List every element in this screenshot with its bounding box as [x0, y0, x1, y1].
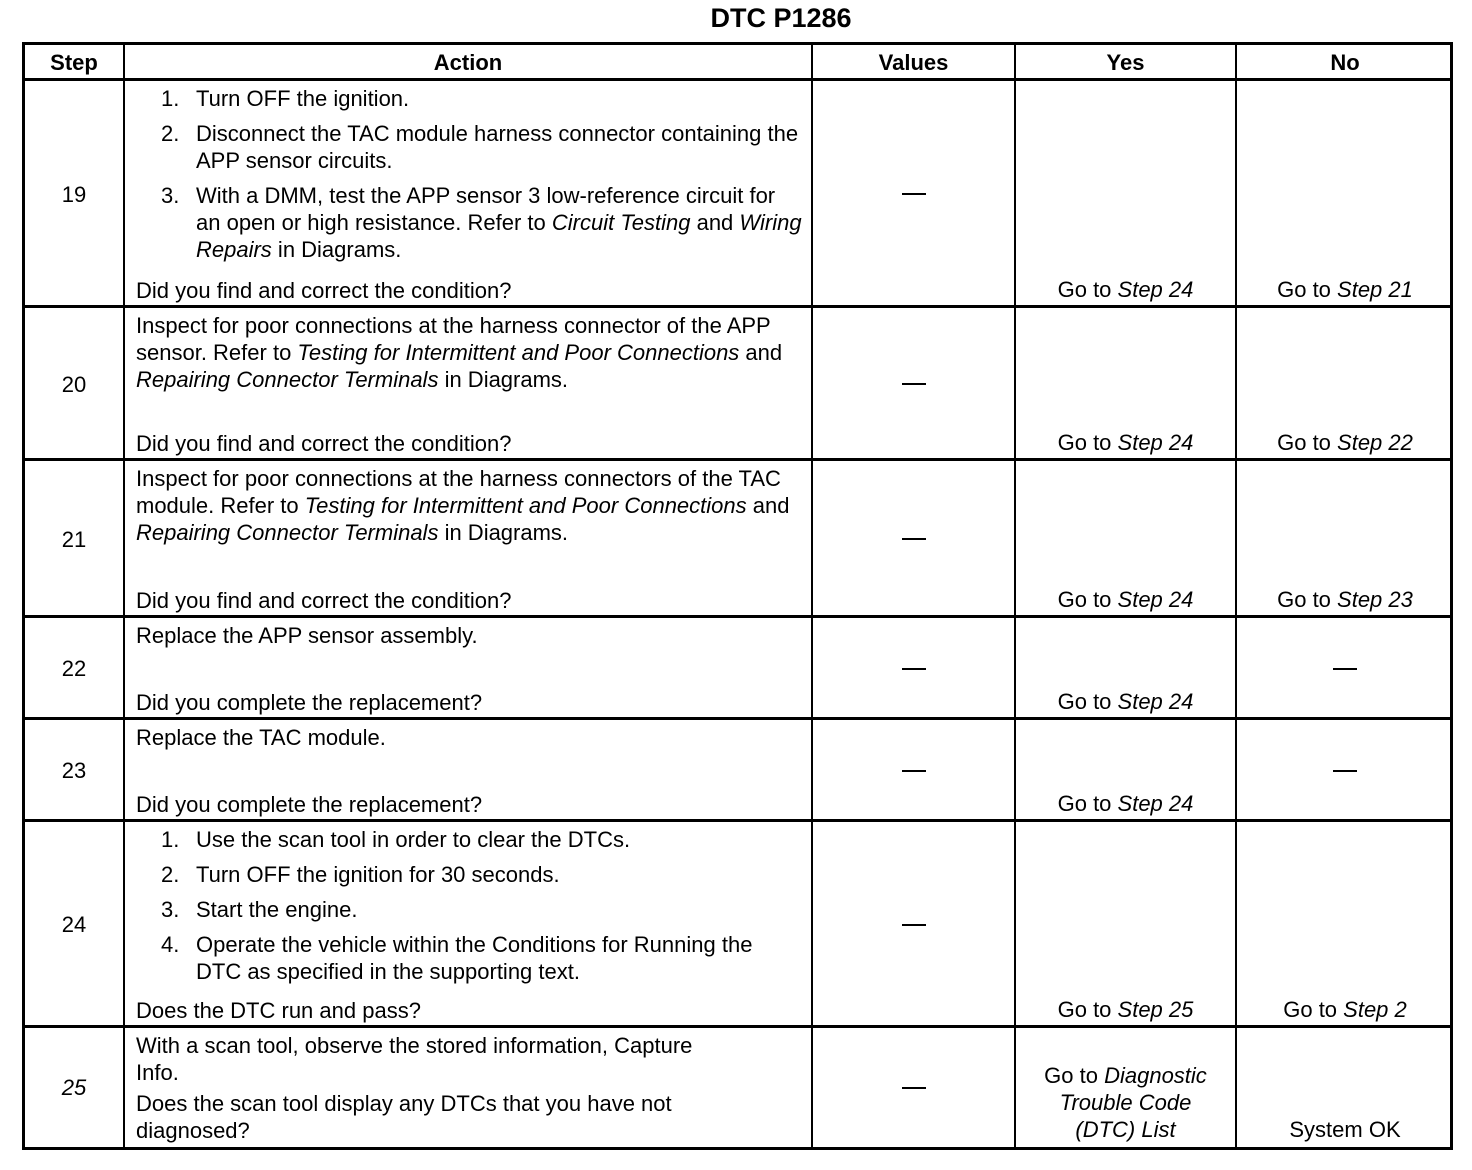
action-cell	[125, 81, 811, 307]
action-text-part: and	[746, 493, 790, 518]
action-text: Use the scan tool in order to clear the DTCs.	[196, 827, 631, 852]
yes-cell	[1016, 822, 1235, 1027]
column-divider	[1014, 45, 1016, 1147]
values-cell	[813, 1028, 1014, 1147]
go-to-label: Go to	[1277, 587, 1338, 612]
action-step-item	[136, 120, 803, 174]
no-link[interactable]	[1277, 276, 1413, 303]
no-cell	[1237, 822, 1453, 1027]
yes-link[interactable]	[1058, 586, 1194, 613]
action-text: Turn OFF the ignition.	[196, 86, 410, 111]
step-number: 22	[61, 656, 87, 681]
header-action: Action	[433, 50, 503, 75]
step-number: 19	[61, 181, 87, 207]
row-divider	[25, 615, 1450, 618]
action-step-item	[136, 826, 803, 853]
yes-link[interactable]	[1030, 1062, 1221, 1143]
action-text: Turn OFF the ignition for 30 seconds.	[196, 862, 560, 887]
step-number: 23	[61, 758, 87, 783]
values-cell	[813, 308, 1014, 460]
step-reference: Step 22	[1337, 430, 1413, 455]
empty-value-dash	[902, 770, 926, 772]
yes-link[interactable]	[1058, 429, 1194, 456]
action-question: Did you find and correct the condition?	[136, 431, 512, 456]
reference-link: Circuit Testing	[551, 210, 691, 235]
step-number: 25	[61, 1075, 87, 1100]
action-step-number: 4.	[161, 932, 180, 957]
header-yes: Yes	[1106, 50, 1145, 75]
action-question: Did you complete the replacement?	[136, 690, 483, 715]
no-cell	[1237, 1028, 1453, 1147]
no-cell	[1237, 81, 1453, 307]
go-to-label: Go to	[1277, 430, 1338, 455]
yes-link[interactable]	[1058, 688, 1194, 715]
diagnostic-table	[22, 42, 1453, 1150]
action-text	[136, 622, 803, 649]
action-text	[136, 465, 803, 546]
action-step-number: 1.	[161, 86, 180, 111]
action-cell	[125, 1028, 811, 1147]
action-text-part: Inspect for poor connections at the harness connectors of the TAC module. Refer to	[136, 466, 781, 518]
action-question: Does the scan tool display any DTCs that you have not diagnosed?	[136, 1091, 672, 1143]
action-step-number: 3.	[161, 183, 180, 208]
row-divider	[25, 717, 1450, 720]
action-text-part: in Diagrams.	[438, 367, 569, 392]
yes-link[interactable]	[1058, 276, 1194, 303]
row-divider	[25, 78, 1450, 81]
action-question: Did you find and correct the condition?	[136, 278, 512, 303]
action-text: and	[690, 210, 740, 235]
yes-cell	[1016, 81, 1235, 307]
go-to-label: Go to	[1057, 791, 1118, 816]
step-number: 20	[61, 371, 87, 397]
no-cell	[1237, 618, 1453, 719]
action-step-number: 2.	[161, 121, 180, 146]
go-to-label: Go to	[1277, 277, 1338, 302]
action-cell	[125, 822, 811, 1027]
no-link[interactable]	[1283, 996, 1407, 1023]
empty-value-dash	[902, 383, 926, 385]
action-question: Did you complete the replacement?	[136, 792, 483, 817]
values-cell	[813, 618, 1014, 719]
step-reference: Step 24	[1117, 791, 1194, 816]
empty-value-dash	[902, 668, 926, 670]
action-text-part: and	[739, 340, 783, 365]
column-divider	[1235, 45, 1237, 1147]
action-step-number: 3.	[161, 897, 180, 922]
values-cell	[813, 81, 1014, 307]
reference-link: Testing for Intermittent and Poor Connections	[297, 340, 740, 365]
no-result-text: System OK	[1289, 1117, 1401, 1142]
reference-link: Wiring Repairs	[196, 210, 802, 262]
values-cell	[813, 720, 1014, 821]
action-text-part: With a scan tool, observe the stored information, Capture Info.	[136, 1033, 693, 1085]
action-step-item	[136, 182, 803, 263]
no-cell	[1237, 461, 1453, 617]
header-values: Values	[878, 50, 949, 75]
action-text-part: Inspect for poor connections at the harness connector of the APP sensor. Refer to	[136, 313, 771, 365]
column-divider	[811, 45, 813, 1147]
go-to-label: Go to	[1057, 689, 1118, 714]
go-to-label: Go to	[1283, 997, 1344, 1022]
yes-link[interactable]	[1058, 996, 1194, 1023]
go-to-label: Go to	[1044, 1063, 1105, 1088]
column-divider	[123, 45, 125, 1147]
action-text: Disconnect the TAC module harness connector containing the APP sensor circuits.	[196, 121, 799, 173]
no-cell	[1237, 308, 1453, 460]
step-reference: Step 24	[1117, 430, 1194, 455]
action-steps-list	[136, 85, 803, 263]
action-text	[136, 724, 803, 751]
action-text: With a DMM, test the APP sensor 3 low-reference circuit for an open or high resistance. Refer to	[196, 183, 776, 235]
step-reference: Diagnostic Trouble Code (DTC) List	[1059, 1063, 1207, 1142]
action-step-number: 1.	[161, 827, 180, 852]
empty-value-dash	[902, 924, 926, 926]
reference-link: Testing for Intermittent and Poor Connections	[304, 493, 747, 518]
step-reference: Step 24	[1117, 277, 1194, 302]
yes-cell	[1016, 308, 1235, 460]
yes-cell	[1016, 1028, 1235, 1147]
empty-value-dash	[1333, 770, 1357, 772]
yes-cell	[1016, 461, 1235, 617]
row-divider	[25, 458, 1450, 461]
action-step-item	[136, 896, 803, 923]
no-link[interactable]	[1277, 429, 1413, 456]
go-to-label: Go to	[1057, 430, 1118, 455]
go-to-label: Go to	[1057, 277, 1118, 302]
values-cell	[813, 461, 1014, 617]
page-title: DTC P1286	[710, 3, 852, 33]
action-steps-list	[136, 826, 803, 985]
header-step: Step	[50, 50, 98, 75]
action-step-item	[136, 85, 803, 112]
step-number: 24	[61, 912, 87, 937]
no-link[interactable]	[1277, 586, 1413, 613]
action-question: Did you find and correct the condition?	[136, 588, 512, 613]
step-reference: Step 24	[1117, 587, 1194, 612]
action-cell	[125, 308, 811, 460]
row-divider	[25, 1025, 1450, 1028]
row-divider	[25, 819, 1450, 822]
action-step-item	[136, 931, 803, 985]
row-divider	[25, 305, 1450, 308]
reference-link: Repairing Connector Terminals	[136, 367, 439, 392]
action-text-part: Replace the APP sensor assembly.	[136, 623, 478, 648]
step-number: 21	[61, 526, 87, 552]
yes-cell	[1016, 618, 1235, 719]
step-reference: Step 23	[1337, 587, 1413, 612]
empty-value-dash	[902, 538, 926, 540]
action-text: Operate the vehicle within the Conditions for Running the DTC as specified in the supporting text.	[196, 932, 753, 984]
action-text-part: Replace the TAC module.	[136, 725, 386, 750]
step-reference: Step 25	[1117, 997, 1194, 1022]
action-text: Start the engine.	[196, 897, 358, 922]
reference-link: Repairing Connector Terminals	[136, 520, 439, 545]
go-to-label: Go to	[1057, 997, 1118, 1022]
empty-value-dash	[902, 193, 926, 195]
action-cell	[125, 461, 811, 617]
empty-value-dash	[902, 1087, 926, 1089]
action-step-number: 2.	[161, 862, 180, 887]
action-cell	[125, 618, 811, 719]
step-reference: Step 21	[1337, 277, 1413, 302]
action-text: in Diagrams.	[271, 237, 402, 262]
action-cell	[125, 720, 811, 821]
action-step-item	[136, 861, 803, 888]
header-no: No	[1330, 50, 1360, 75]
step-reference: Step 24	[1117, 689, 1194, 714]
empty-value-dash	[1333, 668, 1357, 670]
action-text	[136, 1032, 696, 1086]
go-to-label: Go to	[1057, 587, 1118, 612]
action-text-part: in Diagrams.	[438, 520, 569, 545]
no-cell	[1237, 720, 1453, 821]
yes-link[interactable]	[1058, 790, 1194, 817]
values-cell	[813, 822, 1014, 1027]
action-text	[136, 312, 803, 393]
step-reference: Step 2	[1343, 997, 1407, 1022]
action-question: Does the DTC run and pass?	[136, 998, 421, 1023]
yes-cell	[1016, 720, 1235, 821]
